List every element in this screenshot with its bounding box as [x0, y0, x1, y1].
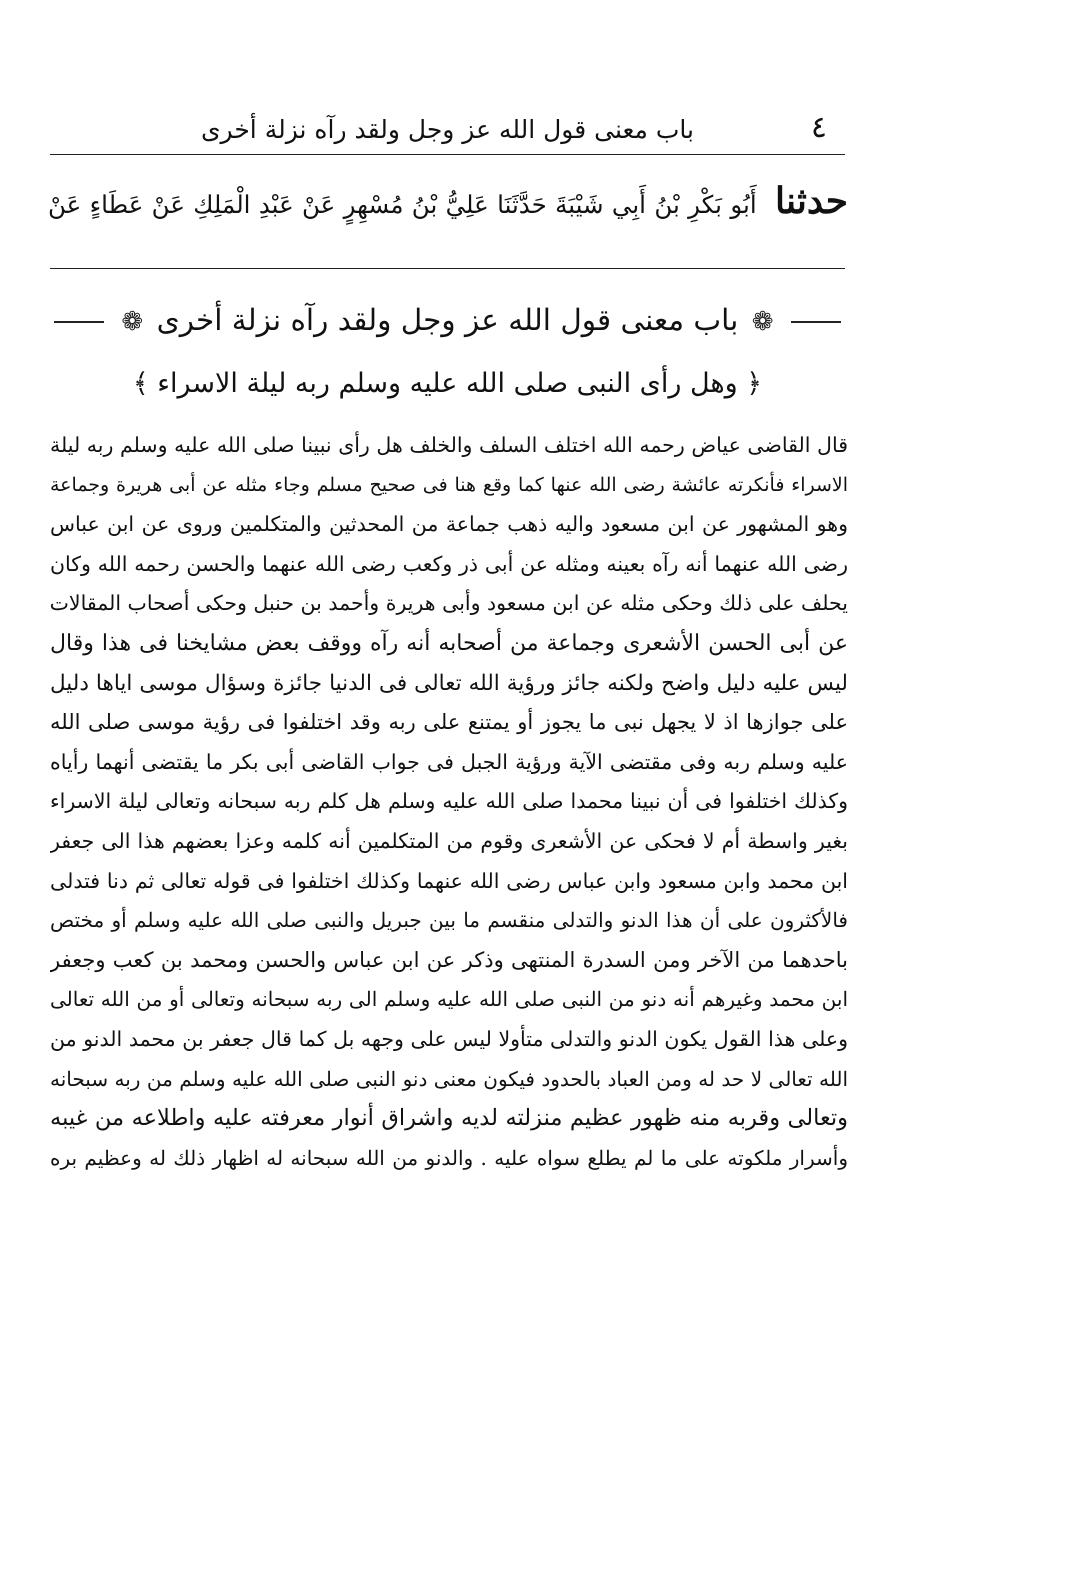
- body-line: قال القاضى عياض رحمه الله اختلف السلف والخلف هل رأى نبينا صلى الله عليه وسلم ربه ليلة: [50, 433, 848, 457]
- body-line: باحدهما من الآخر ومن السدرة المنتهى وذكر عن ابن عباس والحسن ومحمد بن كعب وجعفر: [50, 947, 848, 972]
- body-line: الله تعالى لا حد له ومن العباد بالحدود فيكون معنى دنو النبى صلى الله عليه وسلم من ربه سبحانه: [50, 1066, 848, 1091]
- body-line: ابن محمد وغيرهم أنه دنو من النبى صلى الله عليه وسلم الى ربه سبحانه وتعالى أو من الله تعالى: [50, 987, 848, 1012]
- isnad-lead-word: حدثنا: [775, 180, 849, 222]
- body-line: فالأكثرون على أن هذا الدنو والتدلى منقسم ما بين جبريل والنبى صلى الله عليه وسلم أو مختص: [50, 908, 848, 933]
- chapter-title: باب معنى قول الله عز وجل ولقد رآه نزلة أخرى: [156, 303, 739, 337]
- isnad-line: [48, 172, 848, 242]
- body-line: وأسرار ملكوته على ما لم يطلع سواه عليه . والدنو من الله سبحانه له اظهار ذلك له وعظيم بره: [50, 1145, 848, 1170]
- body-line: رضى الله عنهما أنه رآه بعينه ومثله عن أبى ذر وكعب رضى الله عنهما والحسن رحمه الله وكان: [50, 551, 848, 576]
- chapter-heading: [50, 296, 845, 346]
- dash-left: [54, 321, 104, 323]
- body-line: وهو المشهور عن ابن مسعود واليه ذهب جماعة من المحدثين والمتكلمين وروى عن ابن عباس: [50, 512, 848, 537]
- header-rule: [50, 154, 845, 155]
- isnad-text: أَبُو بَكْرِ بْنُ أَبِي شَيْبَةَ حَدَّثَنَا عَلِيُّ بْنُ مُسْهِرٍ عَنْ عَبْدِ الْمَلِكِ عَنْ عَطَاءٍ عَنْ: [48, 190, 757, 219]
- body-line: ابن محمد وابن مسعود وابن عباس رضى الله عنهما وكذلك اختلفوا فى قوله تعالى ثم دنا فتدلى: [50, 868, 848, 893]
- body-line: الاسراء فأنكرته عائشة رضى الله عنها كما وقع هنا فى صحيح مسلم وجاء مثله عن أبى هريرة وجماعة: [50, 473, 848, 496]
- body-text: [50, 426, 848, 1178]
- body-line: وكذلك اختلفوا فى أن نبينا محمدا صلى الله عليه وسلم هل كلم ربه سبحانه وتعالى ليلة الاسراء: [50, 789, 848, 814]
- ornament-right-icon: ❁: [751, 307, 774, 337]
- body-line: وعلى هذا القول يكون الدنو والتدلى متأولا ليس على وجهه بل كما قال جعفر بن محمد الدنو من: [50, 1026, 848, 1051]
- ornament-left-icon: ❁: [121, 307, 144, 337]
- chapter-subtitle: ﴿ وهل رأى النبى صلى الله عليه وسلم ربه ليلة الاسراء ﴾: [132, 368, 763, 399]
- page-number: ٤: [810, 110, 827, 145]
- body-line: عن أبى الحسن الأشعرى وجماعة من أصحابه أنه رآه ووقف بعض مشايخنا فى هذا وقال: [50, 630, 848, 656]
- body-line: وتعالى وقربه منه ظهور عظيم منزلته لديه واشراق أنوار معرفته عليه واطلاعه من غيبه: [50, 1105, 848, 1132]
- body-line: بغير واسطة أم لا فحكى عن الأشعرى وقوم من المتكلمين أنه كلمه وعزا بعضهم هذا الى جعفر: [50, 828, 848, 853]
- running-header: [50, 108, 845, 152]
- body-line: عليه وسلم ربه وفى مقتضى الآية ورؤية الجبل فى جواب القاضى أبى بكر ما يقتضى أنهما رأياه: [50, 749, 848, 774]
- running-title: باب معنى قول الله عز وجل ولقد رآه نزلة أخرى: [200, 115, 695, 144]
- body-line: على جوازها اذ لا يجهل نبى ما يجوز أو يمتنع على ربه وقد اختلفوا فى رؤية موسى صلى الله: [50, 710, 848, 735]
- section-rule: [50, 268, 845, 269]
- body-line: يحلف على ذلك وحكى مثله عن ابن مسعود وأبى هريرة وأحمد بن حنبل وحكى أصحاب المقالات: [50, 591, 848, 616]
- body-line: ليس عليه دليل واضح ولكنه جائز ورؤية الله تعالى فى الدنيا جائزة وسؤال موسى اياها دليل: [50, 670, 848, 696]
- dash-right: [791, 321, 841, 323]
